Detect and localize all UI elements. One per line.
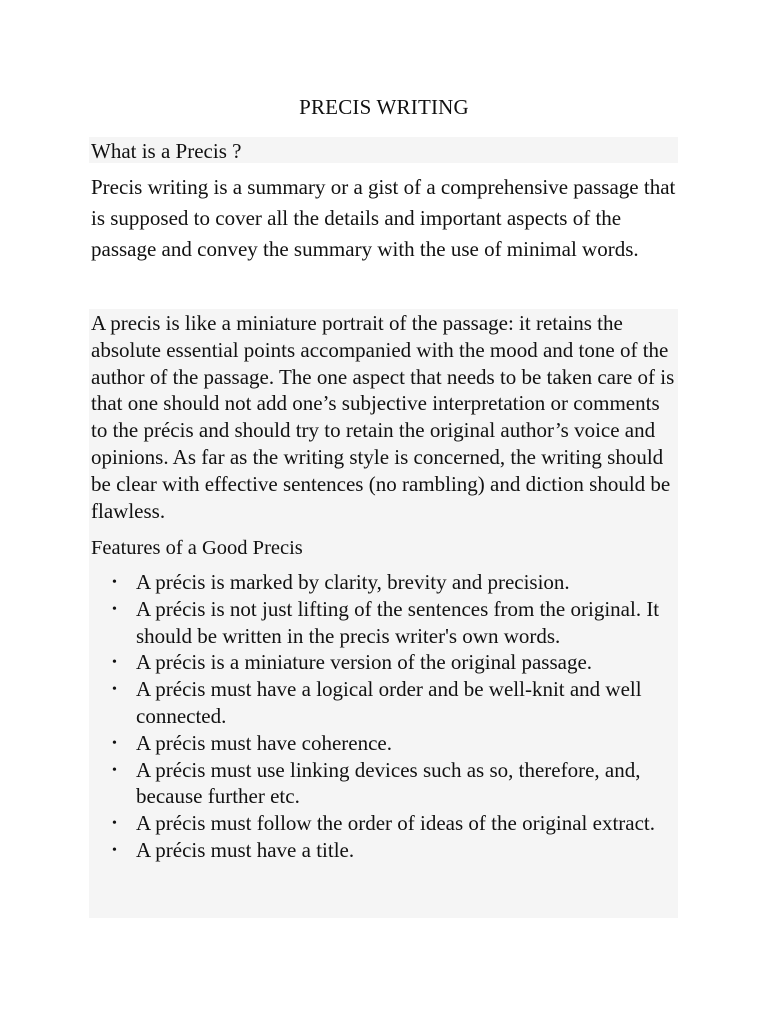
- section-heading-what-is-precis: What is a Precis ?: [89, 137, 678, 163]
- page-title: PRECIS WRITING: [299, 95, 469, 119]
- bullet-icon: •: [112, 842, 117, 858]
- list-item: [112, 649, 672, 676]
- features-heading: Features of a Good Precis: [91, 537, 303, 559]
- intro-paragraph: Precis writing is a summary or a gist of a comprehensive passage that is supposed to cover all the details and important aspects of the passage and convey the summary with the use of minimal words.: [91, 175, 676, 261]
- list-item: [112, 569, 672, 596]
- list-item: [112, 757, 672, 811]
- list-item-text: A précis must have a title.: [136, 837, 355, 862]
- bullet-icon: •: [112, 682, 117, 698]
- list-item-text: A précis is not just lifting of the sentences from the original. It should be written in the precis writer's own words.: [136, 596, 660, 648]
- bullet-icon: •: [112, 735, 117, 751]
- list-item-text: A précis must follow the order of ideas of the original extract.: [136, 811, 656, 836]
- bullet-icon: •: [112, 601, 117, 617]
- bullet-icon: •: [112, 655, 117, 671]
- list-item-text: A précis must use linking devices such as so, therefore, and, because further etc.: [136, 757, 641, 809]
- bullet-icon: •: [112, 816, 117, 832]
- list-item-text: A précis must have coherence.: [136, 730, 392, 755]
- list-item-text: A précis is a miniature version of the original passage.: [136, 650, 593, 675]
- list-item: [112, 810, 672, 837]
- bullet-icon: •: [112, 575, 117, 590]
- features-list: [112, 569, 672, 864]
- bullet-icon: •: [112, 762, 117, 778]
- list-item-text: A précis must have a logical order and be well-knit and well connected.: [136, 677, 642, 728]
- list-item: [112, 596, 672, 650]
- list-item-text: A précis is marked by clarity, brevity and precision.: [136, 570, 570, 594]
- portrait-paragraph: A precis is like a miniature portrait of the passage: it retains the absolute essential points accompanied with the mood and tone of the author of the passage. The one aspect that needs to be taken care of is that one should not add one’s subjective interpretation or comments to the précis and should try to retain the original author’s voice and opinions. As far as the writing style is concerned, the writing should be clear with effective sentences (no rambling) and diction should be flawless.: [91, 311, 675, 523]
- list-item: [112, 837, 672, 864]
- list-item: [112, 676, 672, 730]
- list-item: [112, 730, 672, 757]
